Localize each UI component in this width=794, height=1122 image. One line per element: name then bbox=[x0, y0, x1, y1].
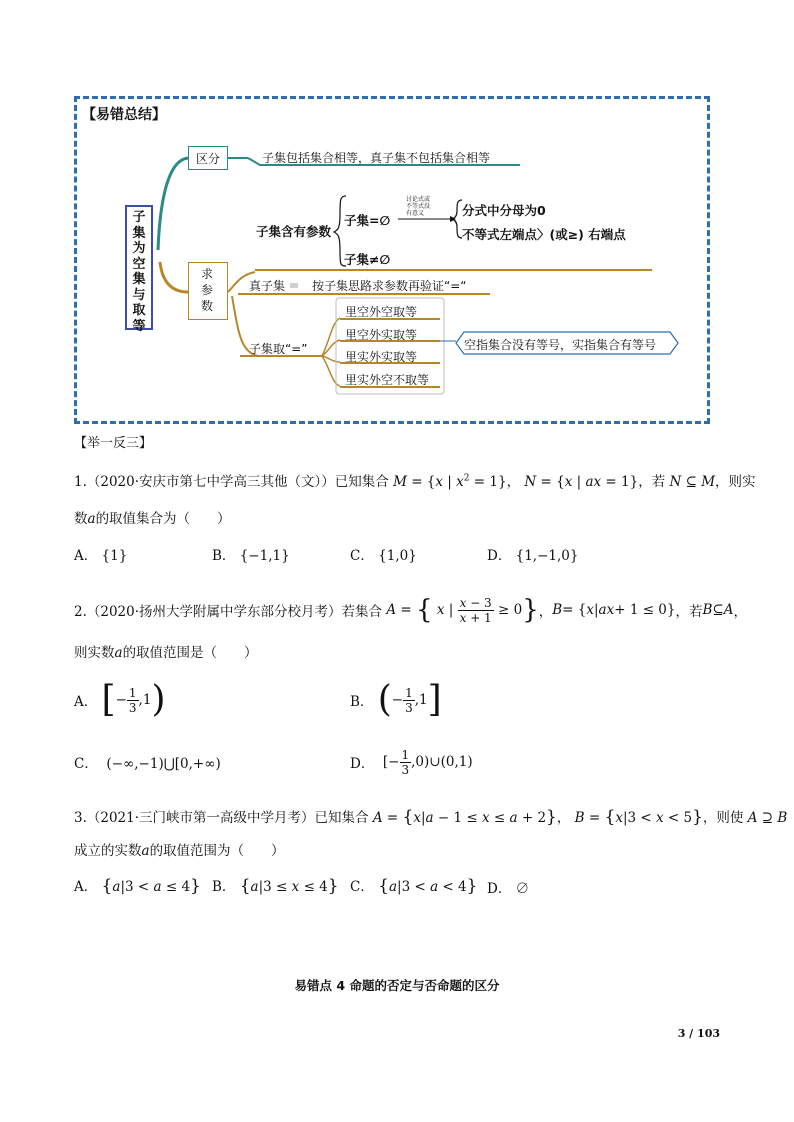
q1-option-d[interactable]: D． {1,−1,0} bbox=[487, 548, 579, 564]
q2-option-c[interactable]: C． (−∞,−1)⋃[0,+∞) bbox=[74, 756, 221, 772]
page-number: 3 / 103 bbox=[677, 1027, 720, 1040]
q2-option-a[interactable]: A． [ − $\frac{1}{3}$ ,1 ) bbox=[74, 679, 166, 720]
q2-stem-line2: 则实数a的取值范围是（ ） bbox=[74, 645, 258, 661]
q2-option-d[interactable]: D． [− $\frac{1}{3}$ ,0)∪(0,1) bbox=[350, 747, 473, 777]
arrow-note: 讨论式或 不等式没 有意义 bbox=[406, 196, 431, 217]
equal-label: 子集取“=” bbox=[249, 342, 308, 356]
q2-stem: 2.（2020·扬州大学附属中学东部分校月考）若集合 A = { x | $\frac{x - 3}{x + 1}$ ≥ 0 } ， B = { x | ax + 1 ≤ 0} ，若 B ⊆ A ， bbox=[74, 595, 747, 625]
q3-option-a[interactable]: A． {a|3 < a ≤ 4} bbox=[74, 876, 201, 896]
q1-option-a[interactable]: A． {1} bbox=[74, 548, 128, 564]
q3-stem: 3.（2021·三门峡市第一高级中学月考）已知集合 A = {x|a − 1 ≤ x ≤ a + 2}， B = {x|3 < x < 5}，则使 A ⊇ B bbox=[74, 807, 788, 827]
empty-result-2: 不等式左端点〉(或≥) 右端点 bbox=[462, 227, 626, 242]
point4-heading: 易错点 4 命题的否定与否命题的区分 bbox=[294, 978, 500, 993]
proper-subset-text: 按子集思路求参数再验证“=“ bbox=[312, 279, 467, 293]
summary-title: 【易错总结】 bbox=[82, 107, 166, 123]
q3-option-c[interactable]: C． {a|3 < a < 4} bbox=[350, 876, 478, 896]
q3-stem-line2: 成立的实数a的取值范围为（ ） bbox=[74, 843, 285, 859]
note-icon bbox=[290, 283, 298, 288]
q1-option-c[interactable]: C． {1,0} bbox=[350, 548, 417, 564]
root-node-label: 子集为空集与取等 bbox=[132, 210, 146, 334]
q3-option-d[interactable]: D． ∅ bbox=[487, 881, 530, 897]
equal-item-4: 里实外空不取等 bbox=[345, 373, 430, 387]
proper-subset-label: 真子集 bbox=[249, 279, 286, 293]
note-callout-text: 空指集合没有等号，实指集合有等号 bbox=[464, 338, 657, 352]
q1-option-b[interactable]: B． {−1,1} bbox=[212, 548, 290, 564]
branch-distinguish-label: 区分 bbox=[196, 152, 221, 166]
empty-set-label: 子集=∅ bbox=[344, 213, 391, 228]
empty-result-1: 分式中分母为0 bbox=[462, 203, 546, 218]
q2-option-b[interactable]: B． ( − $\frac{1}{3}$ ,1 ] bbox=[350, 679, 442, 720]
equal-item-1: 里空外空取等 bbox=[345, 305, 418, 319]
q1-stem-line2: 数a的取值集合为（ ） bbox=[74, 511, 231, 527]
section-heading: 【举一反三】 bbox=[74, 436, 153, 451]
branch-distinguish-text: 子集包括集合相等，真子集不包括集合相等 bbox=[262, 151, 491, 165]
q3-option-b[interactable]: B． {a|3 ≤ x ≤ 4} bbox=[212, 876, 339, 896]
equal-item-2: 里空外实取等 bbox=[345, 328, 418, 342]
q1-stem: 1.（2020·安庆市第七中学高三其他（文））已知集合 M = {x | $x^2 = 1$}， N = {x | ax = 1}，若 N ⊆ M，则实 bbox=[74, 473, 756, 490]
equal-item-3: 里实外实取等 bbox=[345, 350, 418, 364]
nonempty-set-label: 子集≠∅ bbox=[344, 252, 391, 267]
branch-params-label: 求参数 bbox=[201, 267, 214, 313]
param-title: 子集含有参数 bbox=[256, 224, 332, 239]
